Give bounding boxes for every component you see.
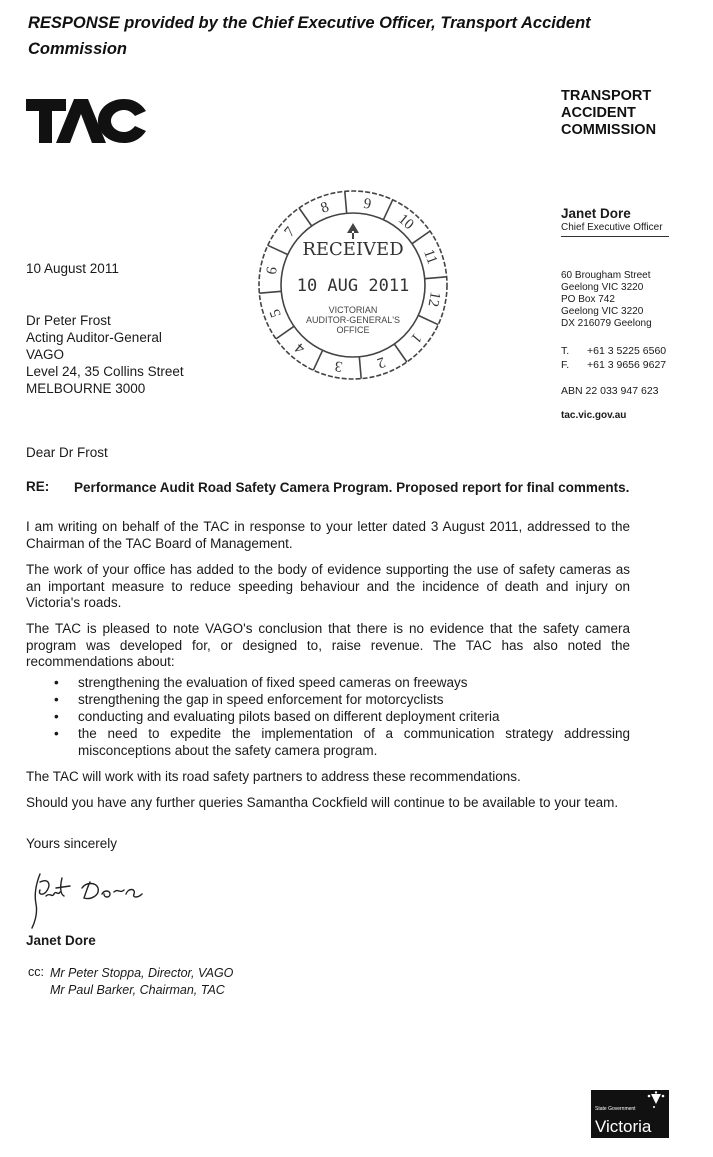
stamp-tick (394, 344, 407, 362)
tac-logo (26, 97, 148, 145)
svg-text:AUDITOR-GENERAL'S: AUDITOR-GENERAL'S (305, 315, 401, 325)
logo-text: TAC (26, 97, 28, 98)
stamp-ring-number: 1 (407, 329, 425, 346)
logo-text: Victoria (595, 1117, 652, 1136)
body-paragraph: I am writing on behalf of the TAC in response to your letter dated 3 August 2011, addressed to the Chairman of the TAC Board of Management. (26, 519, 630, 551)
list-item: • the need to expedite the implementation of a communication strategy addressing misconceptions about the safety camera program. (26, 725, 630, 759)
organisation-name: TRANSPORT ACCIDENT COMMISSION (561, 88, 657, 138)
divider (561, 236, 669, 237)
stamp-ring-number: 7 (281, 224, 299, 241)
stamp-ring-number: 2 (374, 353, 388, 371)
stamp-tick (345, 191, 347, 213)
phone-number: +61 3 5225 6560 (587, 345, 667, 357)
stamp-ring-number: 3 (333, 357, 344, 375)
body-paragraph: The work of your office has added to the body of evidence supporting the use of safety cameras as an important measure to reduce speeding behaviour and the incidence of death and injury on Victoria's roads. (26, 562, 630, 610)
victoria-logo (591, 1090, 669, 1138)
stamp-received: RECEIVED (302, 239, 404, 260)
stamp-tick (259, 291, 281, 293)
stamp-tick (418, 315, 438, 324)
stamp-ring-number: 6 (263, 265, 281, 276)
re-label: RE: (26, 479, 50, 494)
list-item: • strengthening the gap in speed enforcement for motorcyclists (26, 691, 630, 708)
received-stamp (255, 187, 451, 383)
list-item: • conducting and evaluating pilots based on different deployment criteria (26, 708, 630, 725)
letter-date: 10 August 2011 (26, 261, 119, 276)
salutation: Dear Dr Frost (26, 445, 108, 460)
stamp-tick (299, 208, 312, 226)
stamp-ring-number: 8 (318, 199, 332, 217)
contact-numbers: T. +61 3 5225 6560 F. +61 3 9656 9627 (561, 345, 667, 371)
cc-label: cc: (28, 965, 44, 979)
stamp-ring-number: 10 (394, 211, 417, 234)
body-paragraph: The TAC is pleased to note VAGO's conclusion that there is no evidence that the safety camera program was developed for, or designed to, raise revenue. The TAC has also noted the recommendations about: (26, 621, 630, 669)
stamp-ring-number: 4 (292, 339, 309, 357)
page-caption: RESPONSE provided by the Chief Executive Officer, Transport Accident Commission (28, 14, 591, 58)
body-paragraph: The TAC will work with its road safety partners to address these recommendations. (26, 769, 521, 784)
sender-title: Chief Executive Officer (561, 222, 663, 233)
stamp-ring-number: 12 (424, 290, 443, 309)
sender-address: 60 Brougham Street Geelong VIC 3220 PO Box 742 Geelong VIC 3220 DX 216079 Geelong (561, 270, 652, 329)
sender-name: Janet Dore (561, 206, 631, 221)
recommendations-list (26, 674, 630, 759)
stamp-date: 10 AUG 2011 (296, 276, 410, 296)
cc-recipients: Mr Peter Stoppa, Director, VAGO Mr Paul Barker, Chairman, TAC (50, 966, 234, 997)
stamp-tick (268, 245, 288, 254)
abn: ABN 22 033 947 623 (561, 385, 659, 397)
stamp-ring-number: 5 (267, 306, 285, 320)
fax-number: +61 3 9656 9627 (587, 359, 667, 371)
stamp-ring-number: 11 (420, 247, 441, 267)
stamp-tick (276, 326, 294, 339)
signature (26, 870, 148, 930)
stamp-tick (412, 231, 430, 244)
closing: Yours sincerely (26, 836, 118, 851)
recipient-address: Dr Peter Frost Acting Auditor-General VAGO Level 24, 35 Collins Street MELBOURNE 3000 (26, 313, 184, 396)
body-paragraph: Should you have any further queries Samantha Cockfield will continue to be available to your team. (26, 795, 619, 810)
website-link[interactable]: tac.vic.gov.au (561, 410, 627, 421)
stamp-tick (313, 350, 322, 370)
stamp-tick (359, 357, 361, 379)
signer-name: Janet Dore (26, 933, 96, 948)
list-item: • strengthening the evaluation of fixed speed cameras on freeways (26, 674, 630, 691)
subject-line: Performance Audit Road Safety Camera Program. Proposed report for final comments. (74, 480, 630, 495)
logo-small-text: State Government (595, 1106, 636, 1112)
svg-text:VICTORIAN: VICTORIAN (328, 305, 378, 315)
stamp-ring-number: 9 (362, 195, 373, 213)
stamp-tick (383, 200, 392, 220)
svg-text:OFFICE: OFFICE (336, 325, 370, 335)
stamp-tick (425, 277, 447, 279)
